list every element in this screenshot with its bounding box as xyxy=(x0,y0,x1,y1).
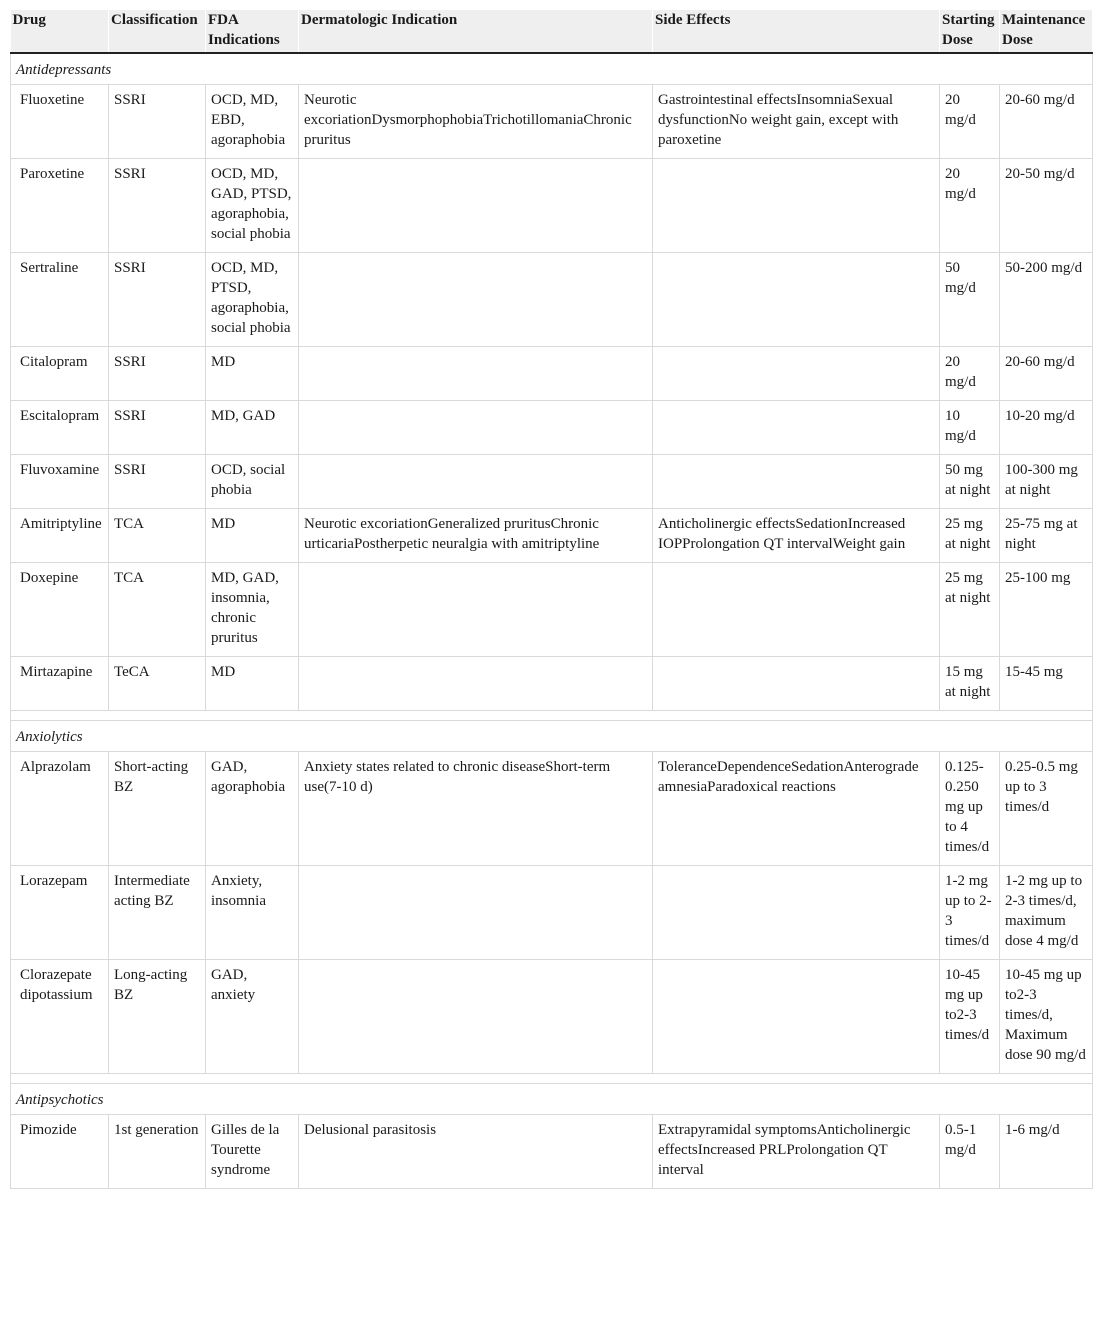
cell-side-effects xyxy=(653,159,940,253)
drug-table xyxy=(10,10,1093,1189)
cell-drug: Fluoxetine xyxy=(11,85,109,159)
cell-maintenance-dose: 15-45 mg xyxy=(1000,657,1093,711)
cell-fda-indications: OCD, MD, EBD, agoraphobia xyxy=(206,85,299,159)
header-row xyxy=(11,10,1093,53)
cell-side-effects xyxy=(653,253,940,347)
section-spacer-cell xyxy=(11,1074,1093,1084)
table-row xyxy=(11,347,1093,401)
cell-drug: Escitalopram xyxy=(11,401,109,455)
section-header-row xyxy=(11,53,1093,85)
cell-classification: SSRI xyxy=(109,85,206,159)
table-row xyxy=(11,85,1093,159)
cell-classification: SSRI xyxy=(109,455,206,509)
table-row xyxy=(11,657,1093,711)
table-row xyxy=(11,752,1093,866)
cell-dermatologic-indication xyxy=(299,159,653,253)
table-row xyxy=(11,509,1093,563)
cell-starting-dose: 10-45 mg up to2-3 times/d xyxy=(940,960,1000,1074)
cell-classification: 1st generation xyxy=(109,1115,206,1189)
cell-fda-indications: MD xyxy=(206,509,299,563)
table-body xyxy=(11,53,1093,1189)
cell-side-effects xyxy=(653,866,940,960)
cell-drug: Amitriptyline xyxy=(11,509,109,563)
cell-classification: TCA xyxy=(109,563,206,657)
cell-starting-dose: 25 mg at night xyxy=(940,509,1000,563)
cell-side-effects xyxy=(653,347,940,401)
cell-maintenance-dose: 25-100 mg xyxy=(1000,563,1093,657)
cell-starting-dose: 25 mg at night xyxy=(940,563,1000,657)
cell-drug: Doxepine xyxy=(11,563,109,657)
table-row xyxy=(11,960,1093,1074)
cell-classification: Short-acting BZ xyxy=(109,752,206,866)
cell-fda-indications: MD xyxy=(206,657,299,711)
cell-side-effects xyxy=(653,401,940,455)
table-row xyxy=(11,1115,1093,1189)
cell-maintenance-dose: 10-20 mg/d xyxy=(1000,401,1093,455)
cell-classification: Long-acting BZ xyxy=(109,960,206,1074)
cell-classification: Intermediate acting BZ xyxy=(109,866,206,960)
cell-side-effects: ToleranceDependenceSedationAnterograde amnesiaParadoxical reactions xyxy=(653,752,940,866)
cell-starting-dose: 10 mg/d xyxy=(940,401,1000,455)
cell-starting-dose: 15 mg at night xyxy=(940,657,1000,711)
cell-dermatologic-indication xyxy=(299,401,653,455)
table-row xyxy=(11,866,1093,960)
cell-side-effects xyxy=(653,455,940,509)
cell-dermatologic-indication xyxy=(299,866,653,960)
cell-fda-indications: MD, GAD, insomnia, chronic pruritus xyxy=(206,563,299,657)
cell-dermatologic-indication xyxy=(299,960,653,1074)
cell-side-effects xyxy=(653,563,940,657)
header-drug: Drug xyxy=(11,10,109,53)
section-spacer-cell xyxy=(11,711,1093,721)
section-spacer xyxy=(11,1074,1093,1084)
header-fda-indications: FDA Indications xyxy=(206,10,299,53)
header-classification: Classification xyxy=(109,10,206,53)
cell-starting-dose: 0.125-0.250 mg up to 4 times/d xyxy=(940,752,1000,866)
cell-classification: TeCA xyxy=(109,657,206,711)
cell-drug: Pimozide xyxy=(11,1115,109,1189)
cell-dermatologic-indication: Delusional parasitosis xyxy=(299,1115,653,1189)
cell-maintenance-dose: 20-60 mg/d xyxy=(1000,85,1093,159)
table-row xyxy=(11,563,1093,657)
section-title: Antipsychotics xyxy=(11,1084,1093,1115)
cell-fda-indications: Gilles de la Tourette syndrome xyxy=(206,1115,299,1189)
cell-maintenance-dose: 20-60 mg/d xyxy=(1000,347,1093,401)
cell-dermatologic-indication: Neurotic excoriationDysmorphophobiaTrichotillomaniaChronic pruritus xyxy=(299,85,653,159)
header-maintenance-dose: Maintenance Dose xyxy=(1000,10,1093,53)
cell-dermatologic-indication: Anxiety states related to chronic diseaseShort-term use(7-10 d) xyxy=(299,752,653,866)
cell-fda-indications: Anxiety, insomnia xyxy=(206,866,299,960)
cell-side-effects xyxy=(653,657,940,711)
header-dermatologic-indication: Dermatologic Indication xyxy=(299,10,653,53)
cell-dermatologic-indication xyxy=(299,657,653,711)
cell-side-effects: Extrapyramidal symptomsAnticholinergic effectsIncreased PRLProlongation QT interval xyxy=(653,1115,940,1189)
cell-classification: SSRI xyxy=(109,253,206,347)
cell-drug: Mirtazapine xyxy=(11,657,109,711)
table-row xyxy=(11,455,1093,509)
cell-starting-dose: 20 mg/d xyxy=(940,159,1000,253)
table-row xyxy=(11,253,1093,347)
cell-fda-indications: OCD, social phobia xyxy=(206,455,299,509)
section-header-row xyxy=(11,1084,1093,1115)
cell-dermatologic-indication xyxy=(299,253,653,347)
cell-drug: Sertraline xyxy=(11,253,109,347)
table-row xyxy=(11,401,1093,455)
cell-maintenance-dose: 50-200 mg/d xyxy=(1000,253,1093,347)
cell-side-effects: Gastrointestinal effectsInsomniaSexual dysfunctionNo weight gain, except with paroxetine xyxy=(653,85,940,159)
cell-maintenance-dose: 20-50 mg/d xyxy=(1000,159,1093,253)
cell-starting-dose: 20 mg/d xyxy=(940,347,1000,401)
section-title: Anxiolytics xyxy=(11,721,1093,752)
table-row xyxy=(11,159,1093,253)
cell-side-effects: Anticholinergic effectsSedationIncreased IOPProlongation QT intervalWeight gain xyxy=(653,509,940,563)
cell-dermatologic-indication xyxy=(299,563,653,657)
header-starting-dose: Starting Dose xyxy=(940,10,1000,53)
cell-maintenance-dose: 1-2 mg up to 2-3 times/d, maximum dose 4 mg/d xyxy=(1000,866,1093,960)
cell-drug: Citalopram xyxy=(11,347,109,401)
cell-drug: Clorazepate dipotassium xyxy=(11,960,109,1074)
cell-maintenance-dose: 100-300 mg at night xyxy=(1000,455,1093,509)
cell-dermatologic-indication xyxy=(299,347,653,401)
cell-maintenance-dose: 25-75 mg at night xyxy=(1000,509,1093,563)
cell-side-effects xyxy=(653,960,940,1074)
cell-dermatologic-indication: Neurotic excoriationGeneralized pruritusChronic urticariaPostherpetic neuralgia with amitriptyline xyxy=(299,509,653,563)
cell-fda-indications: MD xyxy=(206,347,299,401)
cell-drug: Paroxetine xyxy=(11,159,109,253)
cell-classification: SSRI xyxy=(109,159,206,253)
header-side-effects: Side Effects xyxy=(653,10,940,53)
cell-starting-dose: 50 mg/d xyxy=(940,253,1000,347)
cell-drug: Fluvoxamine xyxy=(11,455,109,509)
cell-classification: TCA xyxy=(109,509,206,563)
cell-fda-indications: GAD, agoraphobia xyxy=(206,752,299,866)
cell-drug: Lorazepam xyxy=(11,866,109,960)
cell-drug: Alprazolam xyxy=(11,752,109,866)
cell-starting-dose: 20 mg/d xyxy=(940,85,1000,159)
section-header-row xyxy=(11,721,1093,752)
cell-fda-indications: OCD, MD, PTSD, agoraphobia, social phobia xyxy=(206,253,299,347)
section-spacer xyxy=(11,711,1093,721)
cell-maintenance-dose: 10-45 mg up to2-3 times/d, Maximum dose 90 mg/d xyxy=(1000,960,1093,1074)
cell-classification: SSRI xyxy=(109,347,206,401)
cell-starting-dose: 50 mg at night xyxy=(940,455,1000,509)
cell-dermatologic-indication xyxy=(299,455,653,509)
cell-fda-indications: MD, GAD xyxy=(206,401,299,455)
drug-table-container xyxy=(10,10,1092,1189)
cell-fda-indications: GAD, anxiety xyxy=(206,960,299,1074)
table-header xyxy=(11,10,1093,53)
section-title: Antidepressants xyxy=(11,53,1093,85)
cell-maintenance-dose: 0.25-0.5 mg up to 3 times/d xyxy=(1000,752,1093,866)
cell-starting-dose: 1-2 mg up to 2-3 times/d xyxy=(940,866,1000,960)
cell-starting-dose: 0.5-1 mg/d xyxy=(940,1115,1000,1189)
cell-maintenance-dose: 1-6 mg/d xyxy=(1000,1115,1093,1189)
cell-classification: SSRI xyxy=(109,401,206,455)
cell-fda-indications: OCD, MD, GAD, PTSD, agoraphobia, social phobia xyxy=(206,159,299,253)
